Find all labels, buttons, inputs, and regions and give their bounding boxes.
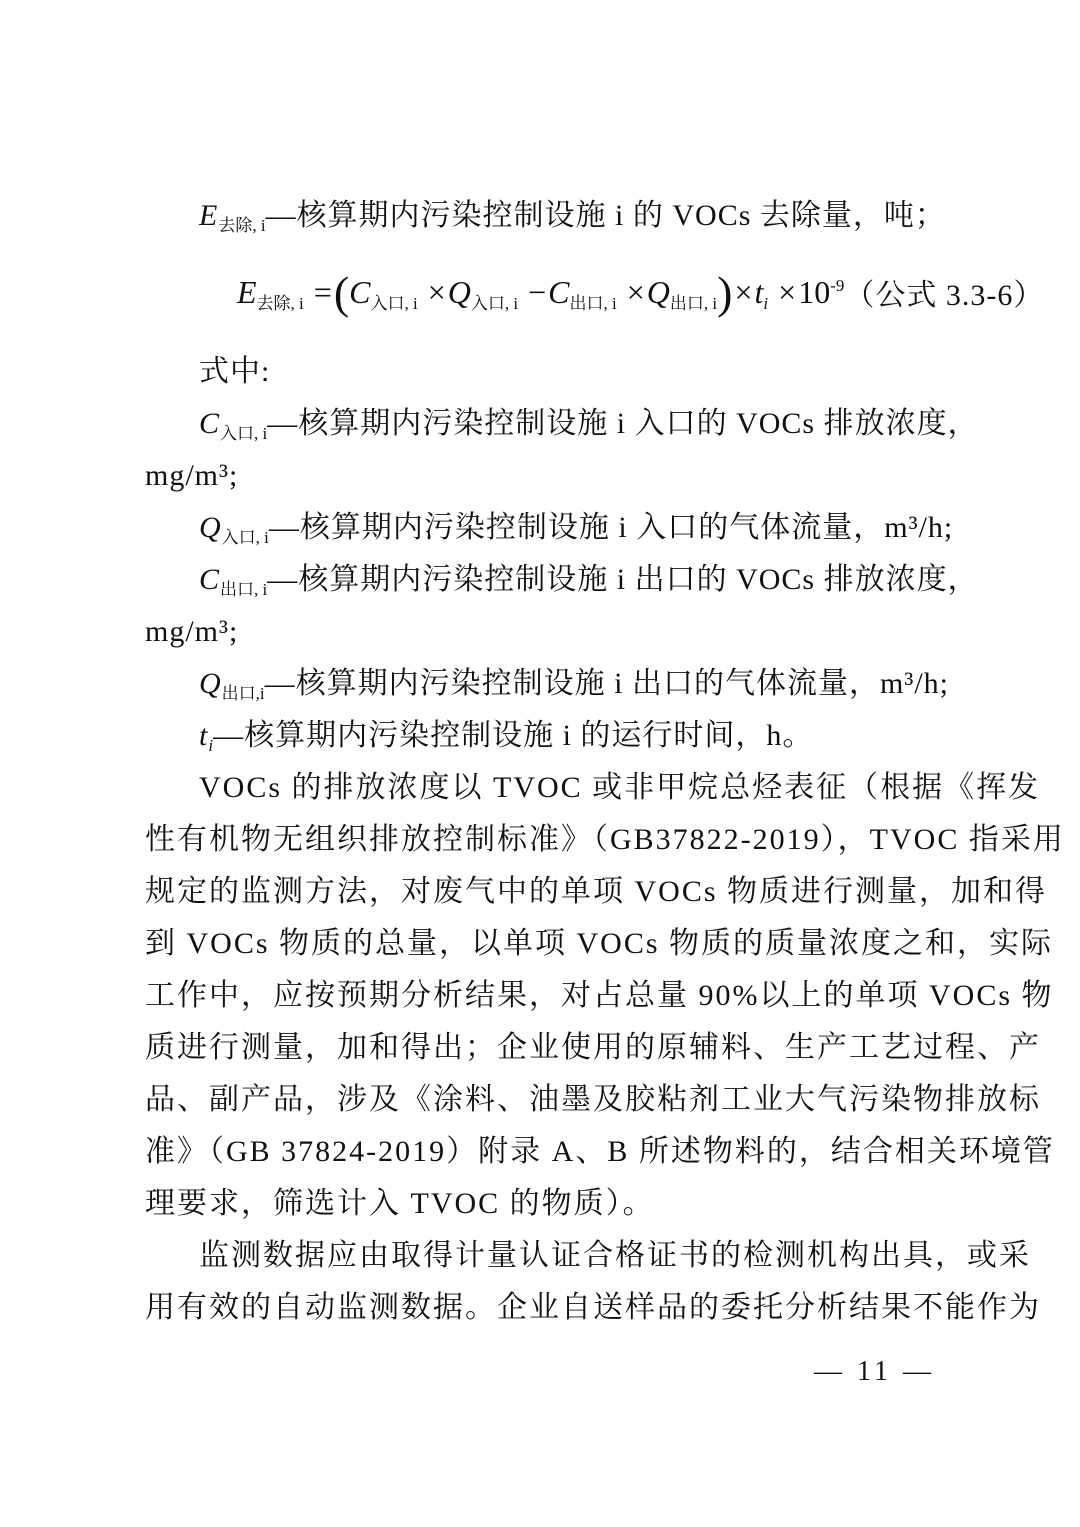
definition-text-t: —核算期内污染控制设施 i 的运行时间，h。	[213, 719, 814, 752]
formula-3-3-6	[145, 260, 1045, 324]
formula-t-subscript: i	[763, 293, 769, 313]
formula-lhs-symbol: E	[237, 273, 257, 310]
subscript-q-inlet: 入口, i	[221, 528, 269, 547]
formula-q-in-symbol: Q	[447, 273, 471, 310]
formula-t-symbol: t	[754, 273, 764, 310]
times-sign-4: ×	[778, 273, 797, 310]
body-paragraph-1-line-9: 理要求，筛选计入 TVOC 的物质）。	[145, 1187, 655, 1220]
formula-q-out-subscript: 出口, i	[669, 293, 718, 313]
formula-q-out-symbol: Q	[646, 273, 670, 310]
definition-text-q-outlet: —核算期内污染控制设施 i 出口的气体流量，m³/h;	[264, 667, 949, 700]
body-paragraph-1-line-3: 规定的监测方法，对废气中的单项 VOCs 物质进行测量，加和得	[145, 875, 1048, 908]
formula-c-in-subscript: 入口, i	[370, 293, 418, 313]
formula-lhs-subscript: 去除, i	[256, 293, 304, 313]
open-paren: (	[333, 266, 350, 318]
symbol-t: t	[199, 719, 209, 752]
symbol-q-outlet: Q	[199, 667, 222, 700]
symbol-e: E	[199, 199, 219, 232]
page-content	[145, 190, 1065, 1334]
body-paragraph-1-line-2: 性有机物无组织排放控制标准》（GB37822-2019），TVOC 指采用	[145, 823, 1065, 856]
body-paragraph-2-line-1: 监测数据应由取得计量认证合格证书的检测机构出具，或采	[199, 1239, 1031, 1272]
symbol-c-inlet: C	[199, 407, 221, 440]
definition-line-c-inlet	[145, 398, 979, 450]
formula-c-out-subscript: 出口, i	[569, 293, 617, 313]
equals-sign: =	[313, 273, 332, 310]
definition-text-e: —核算期内污染控制设施 i 的 VOCs 去除量，吨；	[265, 199, 946, 232]
minus-sign: −	[528, 273, 547, 310]
definition-line-q-outlet	[145, 658, 949, 710]
formula-q-in-subscript: 入口, i	[470, 293, 519, 313]
times-sign-3: ×	[734, 273, 753, 310]
subscript-q-outlet: 出口,i	[221, 684, 265, 703]
body-paragraph-2-line-2: 用有效的自动监测数据。企业自送样品的委托分析结果不能作为	[145, 1291, 1041, 1324]
definition-line-t-runtime	[145, 710, 940, 762]
times-sign-1: ×	[427, 273, 446, 310]
body-paragraph-1-line-4: 到 VOCs 物质的总量，以单项 VOCs 物质的质量浓度之和，实际	[145, 927, 1054, 960]
body-paragraph-1-line-7: 品、副产品，涉及《涂料、油墨及胶粘剂工业大气污染物排放标	[145, 1083, 1041, 1116]
definition-text-c-inlet: —核算期内污染控制设施 i 入口的 VOCs 排放浓度，	[267, 407, 979, 440]
body-paragraph-1-line-6: 质进行测量，加和得出；企业使用的原辅料、生产工艺过程、产	[145, 1031, 1041, 1064]
unit-line-c-inlet: mg/m³;	[145, 459, 239, 492]
formula-number-label: （公式 3.3-6）	[844, 279, 1045, 312]
unit-line-c-outlet: mg/m³;	[145, 615, 239, 648]
body-paragraph-1-line-8: 准》（GB 37824-2019）附录 A、B 所述物料的，结合相关环境管	[145, 1135, 1055, 1168]
formula-c-out-symbol: C	[548, 273, 570, 310]
definition-text-c-outlet: —核算期内污染控制设施 i 出口的 VOCs 排放浓度，	[267, 563, 979, 596]
subscript-t: i	[208, 736, 214, 755]
body-paragraph-1-line-5: 工作中，应按预期分析结果，对占总量 90%以上的单项 VOCs 物	[145, 979, 1054, 1012]
formula-c-in-symbol: C	[349, 273, 371, 310]
formula-intro-line: 式中:	[199, 355, 271, 388]
subscript-e: 去除, i	[218, 216, 266, 235]
definition-text-q-inlet: —核算期内污染控制设施 i 入口的气体流量，m³/h;	[268, 511, 954, 544]
formula-exponent: -9	[830, 275, 845, 295]
formula-expression	[237, 266, 845, 318]
subscript-c-outlet: 出口, i	[220, 580, 268, 599]
symbol-c-outlet: C	[199, 563, 221, 596]
body-paragraph-1-line-1: VOCs 的排放浓度以 TVOC 或非甲烷总烃表征（根据《挥发	[199, 771, 1041, 804]
definition-line-c-outlet	[145, 554, 979, 606]
definition-line-q-inlet	[145, 502, 954, 554]
formula-base-10: 10	[798, 273, 831, 310]
page-number: — 11 —	[814, 1356, 935, 1387]
close-paren: )	[717, 266, 733, 318]
definition-line-e-removal	[145, 190, 946, 242]
times-sign-2: ×	[626, 273, 645, 310]
symbol-q-inlet: Q	[199, 511, 222, 544]
subscript-c-inlet: 入口, i	[220, 424, 268, 443]
